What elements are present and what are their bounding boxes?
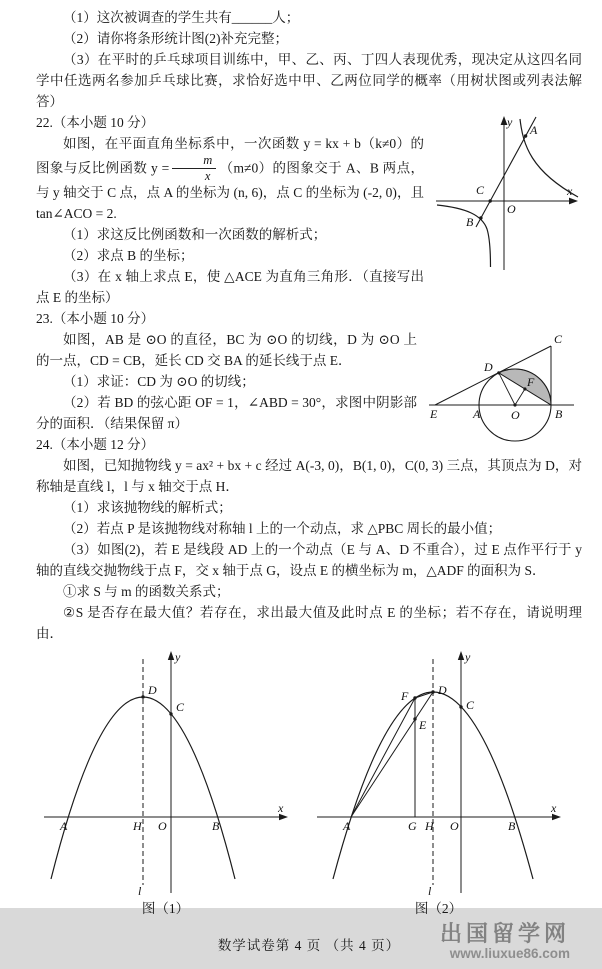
q24-heading: 24.（本小题 12 分） xyxy=(36,437,155,452)
fig1-label-C: C xyxy=(176,700,185,714)
point-C-dot xyxy=(489,199,492,202)
fig2-label-G: G xyxy=(408,819,417,833)
point-O-dot xyxy=(513,403,516,406)
point-C-dot xyxy=(169,712,172,715)
fig2-label-H: H xyxy=(425,819,434,833)
q24-item-2: （2）若点 P 是该抛物线对称轴 l 上的一个动点，求 △PBC 周长的最小值； xyxy=(63,521,502,536)
q22-item-1: （1）求这反比例函数和一次函数的解析式； xyxy=(63,227,327,242)
fraction-m-over-x xyxy=(172,154,216,182)
bottom-figures-row xyxy=(36,644,582,919)
segment-AF xyxy=(351,698,415,817)
point-C-dot xyxy=(459,705,462,708)
fig2-label-E: E xyxy=(419,718,427,732)
question-22 xyxy=(36,112,582,308)
fig2-label-B: B xyxy=(508,819,516,833)
fig23-label-E: E xyxy=(430,407,438,421)
figure-22-graph xyxy=(432,113,582,273)
segment-OF xyxy=(515,389,525,405)
fig1-label-A: A xyxy=(60,819,68,833)
fig2-label-D: D xyxy=(438,683,447,697)
fig22-label-x: x xyxy=(567,184,573,198)
point-E-dot xyxy=(413,717,416,720)
fig23-label-D: D xyxy=(484,360,493,374)
fig23-label-C: C xyxy=(554,332,563,346)
q23-item-1: （1）求证：CD 为 ⊙O 的切线； xyxy=(63,374,255,389)
fig1-label-D: D xyxy=(148,683,157,697)
question-24 xyxy=(36,434,582,644)
page-number: 数学试卷第 4 页 （共 4 页） xyxy=(217,938,401,953)
point-D-dot xyxy=(497,371,500,374)
fig22-label-O: O xyxy=(507,202,516,216)
fig23-label-B: B xyxy=(555,407,563,421)
fig23-label-F: F xyxy=(527,375,535,389)
q24-sub-2: ②S 是否存在最大值？若存在，求出最大值及此时点 E 的坐标；若不存在，请说明理由． xyxy=(36,605,582,641)
q22-body-pre: 如图，在平面直角坐标系中，一次函数 y = kx + b（k≠0）的图象与反比例函数 y = xyxy=(36,136,424,176)
q23-body: 如图，AB 是 ⊙O 的直径，BC 为 ⊙O 的切线，D 为 ⊙O 上的一点，CD = CB，延长 CD 交 BA 的延长线于点 E． xyxy=(36,332,417,368)
point-A-dot xyxy=(524,134,527,137)
q23-item-2: （2）若 BD 的弦心距 OF = 1，∠ABD = 30°，求图中阴影部分的面积．（结果保留 π） xyxy=(36,395,417,431)
q23-heading: 23.（本小题 10 分） xyxy=(36,311,155,326)
q22-heading: 22.（本小题 10 分） xyxy=(36,115,155,130)
point-B-dot xyxy=(479,216,482,219)
q22-item-2: （2）求点 B 的坐标； xyxy=(63,248,194,263)
parabola-curve xyxy=(333,692,533,879)
watermark xyxy=(440,921,570,962)
fig2-label-l: l xyxy=(428,884,432,898)
fig2-label-A: A xyxy=(343,819,351,833)
fraction-numerator: m xyxy=(172,154,216,169)
intro-item-2: （2）请你将条形统计图(2)补充完整； xyxy=(63,31,288,46)
fig2-label-x: x xyxy=(551,801,557,815)
fig1-label-H: H xyxy=(133,819,142,833)
fig2-label-y: y xyxy=(465,650,471,664)
x-axis-arrow-icon xyxy=(569,198,578,205)
q24-sub-1: ①求 S 与 m 的函数关系式； xyxy=(63,584,230,599)
watermark-url: www.liuxue86.com xyxy=(449,946,570,962)
fig2-label-O: O xyxy=(450,819,459,833)
fig2-label-C: C xyxy=(466,698,475,712)
fig23-label-O: O xyxy=(511,408,520,422)
segment-AD xyxy=(351,692,433,817)
fraction-denominator: x xyxy=(204,168,211,183)
fig1-label-B: B xyxy=(212,819,220,833)
fig23-label-A: A xyxy=(473,407,481,421)
fig1-label-l: l xyxy=(138,884,142,898)
fig1-label-O: O xyxy=(158,819,167,833)
figure-2-caption: 图（2） xyxy=(414,901,463,916)
fig2-label-F: F xyxy=(401,689,409,703)
linear-function-line xyxy=(476,117,536,227)
figure-1-graph xyxy=(38,647,293,897)
fig1-label-x: x xyxy=(278,801,284,815)
figure-1-caption: 图（1） xyxy=(141,901,190,916)
fig22-label-A: A xyxy=(530,123,538,137)
fig1-label-y: y xyxy=(175,650,181,664)
figure-1-block xyxy=(38,647,293,919)
fig22-label-C: C xyxy=(476,183,485,197)
y-axis-arrow-icon xyxy=(458,651,464,660)
q24-item-1: （1）求该抛物线的解析式； xyxy=(63,500,232,515)
intro-item-3: （3）在平时的乒乓球项目训练中，甲、乙、丙、丁四人表现优秀，现决定从这四名同学中任选两名参加乒乓球比赛，求恰好选中甲、乙两位同学的概率（用树状图或列表法解答） xyxy=(36,52,582,109)
question-23 xyxy=(36,308,582,434)
q24-body: 如图，已知抛物线 y = ax² + bx + c 经过 A(-3, 0)，B(1, 0)，C(0, 3) 三点，其顶点为 D，对称轴是直线 l，l 与 x 轴交于点 H． xyxy=(36,458,582,494)
intro-item-1: （1）这次被调查的学生共有______人； xyxy=(63,10,300,25)
point-F-dot xyxy=(413,696,416,699)
shaded-segment xyxy=(499,369,551,405)
q22-body-post: （m≠0）的图象交于 A、B 两点，与 y 轴交于 C 点，点 A 的坐标为 (n, 6)，点 C 的坐标为 (-2, 0)，且 tan∠ACO = 2. xyxy=(36,160,424,221)
figure-2-block xyxy=(311,647,566,919)
q24-item-3: （3）如图(2)，若 E 是线段 AD 上的一个动点（E 与 A、D 不重合），过 E 点作平行于 y 轴的直线交抛物线于点 F，交 x 轴于点 G，设点 E 的横坐标为 m，△ADF 的面积为 S． xyxy=(36,542,582,578)
figure-2-graph xyxy=(311,647,566,897)
page-footer xyxy=(36,919,582,969)
point-D-dot xyxy=(431,690,434,693)
figure-23-graph xyxy=(427,310,582,444)
y-axis-arrow-icon xyxy=(168,651,174,660)
point-D-dot xyxy=(141,695,144,698)
figure-22 xyxy=(432,113,582,273)
figure-23 xyxy=(427,310,582,444)
fig22-label-B: B xyxy=(466,215,474,229)
q22-item-3: （3）在 x 轴上求点 E，使 △ACE 为直角三角形．（直接写出点 E 的坐标） xyxy=(36,269,424,305)
fig22-label-y: y xyxy=(507,115,513,129)
watermark-site-name: 出国留学网 xyxy=(439,921,570,946)
